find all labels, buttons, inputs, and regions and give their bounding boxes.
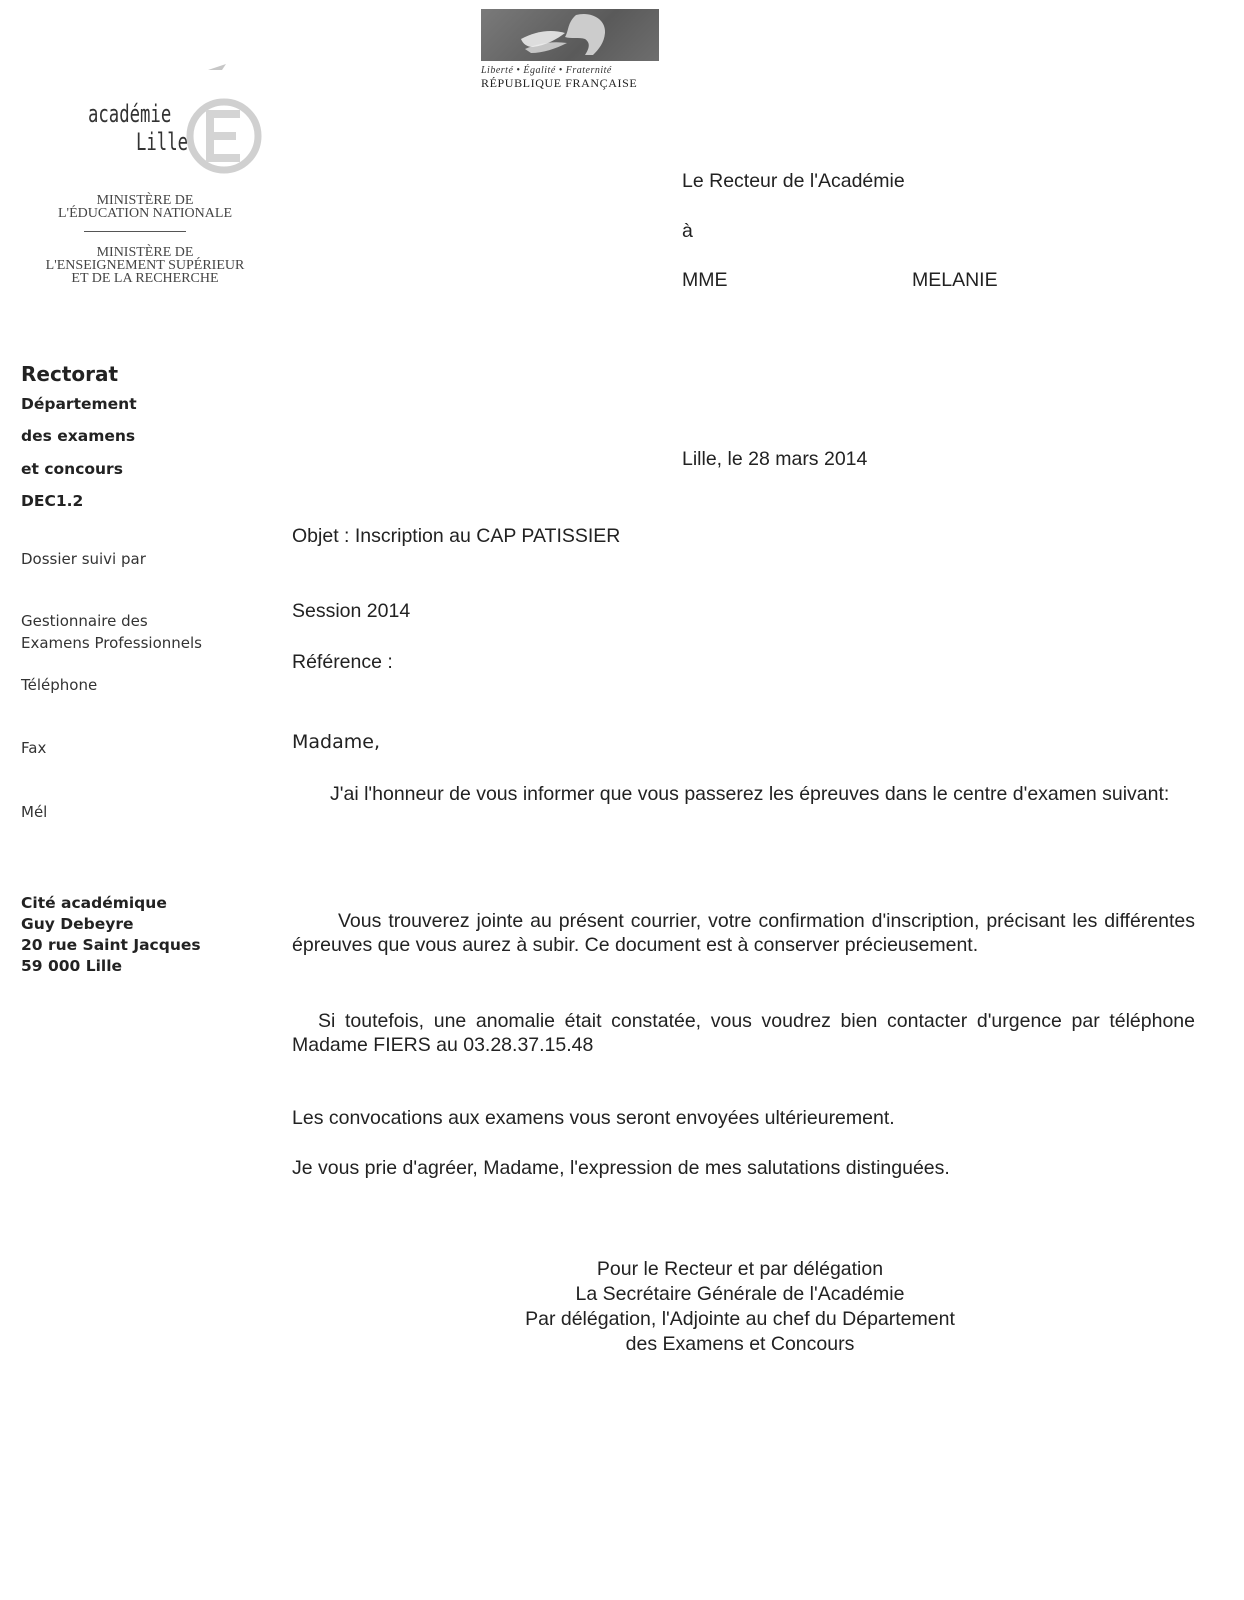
- marianne-profile-icon: [481, 9, 659, 61]
- ministry-higher-education: [20, 246, 270, 285]
- rf-motto: Liberté • Égalité • Fraternité: [481, 65, 612, 76]
- reference: Référence :: [292, 651, 393, 673]
- address-line3: 20 rue Saint Jacques: [21, 936, 201, 954]
- email-label: Mél: [21, 803, 48, 821]
- signature-line3: Par délégation, l'Adjointe au chef du Département: [525, 1308, 955, 1330]
- recipient-title: MME: [682, 269, 728, 291]
- ministry-education-line1: MINISTÈRE DE: [96, 193, 194, 208]
- ministry-education: [20, 194, 270, 220]
- lille-word: Lille: [136, 128, 189, 156]
- ministry-divider: [84, 231, 186, 232]
- closing-formula: Je vous prie d'agréer, Madame, l'expression de mes salutations distinguées.: [292, 1157, 950, 1179]
- department-line1: Département: [21, 395, 137, 413]
- followed-by-label: Dossier suivi par: [21, 550, 146, 568]
- academie-word: académie: [88, 100, 172, 128]
- department-line3: et concours: [21, 460, 123, 478]
- session: Session 2014: [292, 600, 411, 622]
- paragraph-anomaly: Si toutefois, une anomalie était constatée, vous voudrez bien contacter d'urgence par téléphone Madame FIERS au 03.28.37.15.48: [292, 1010, 1195, 1056]
- education-e-emblem-icon: [186, 62, 266, 182]
- ministry-higher-line3: ET DE LA RECHERCHE: [71, 271, 219, 286]
- marianne-emblem-icon: [481, 9, 659, 61]
- fax-label: Fax: [21, 739, 47, 757]
- place-date: Lille, le 28 mars 2014: [682, 448, 868, 470]
- signature-line2: La Secrétaire Générale de l'Académie: [575, 1283, 905, 1305]
- ministry-higher-line2: L'ENSEIGNEMENT SUPÉRIEUR: [45, 258, 245, 273]
- paragraph-convocations: Les convocations aux examens vous seront envoyées ultérieurement.: [292, 1107, 895, 1129]
- republique-francaise-logo: [481, 9, 663, 91]
- salutation: Madame,: [292, 731, 380, 753]
- manager-line1: Gestionnaire des: [21, 612, 148, 630]
- address-line2: Guy Debeyre: [21, 915, 134, 933]
- department-line2: des examens: [21, 427, 136, 445]
- phone-label: Téléphone: [21, 676, 98, 694]
- ministry-education-line2: L'ÉDUCATION NATIONALE: [58, 206, 232, 221]
- address-line4: 59 000 Lille: [21, 957, 123, 975]
- signature-line1: Pour le Recteur et par délégation: [596, 1258, 884, 1280]
- recipient-name: MELANIE: [912, 269, 998, 291]
- signature-block: [440, 1257, 1040, 1357]
- academie-wordmark: [88, 100, 198, 156]
- paragraph-exam-center: J'ai l'honneur de vous informer que vous passerez les épreuves dans le centre d'examen suivant:: [330, 783, 1170, 805]
- sender-line: Le Recteur de l'Académie: [682, 170, 905, 192]
- to-word: à: [682, 220, 693, 242]
- department-code: DEC1.2: [21, 492, 84, 510]
- paragraph-confirmation: Vous trouverez jointe au présent courrier, votre confirmation d'inscription, précisant les différentes épreuves que vous aurez à subir. Ce document est à conserver précieusement.: [292, 910, 1195, 956]
- address-line1: Cité académique: [21, 894, 167, 912]
- ministry-higher-line1: MINISTÈRE DE: [96, 245, 194, 260]
- signature-line4: des Examens et Concours: [625, 1333, 855, 1355]
- rf-name: RÉPUBLIQUE FRANÇAISE: [481, 76, 638, 90]
- manager-line2: Examens Professionnels: [21, 634, 202, 652]
- subject: Objet : Inscription au CAP PATISSIER: [292, 525, 621, 547]
- office-name: Rectorat: [21, 362, 119, 386]
